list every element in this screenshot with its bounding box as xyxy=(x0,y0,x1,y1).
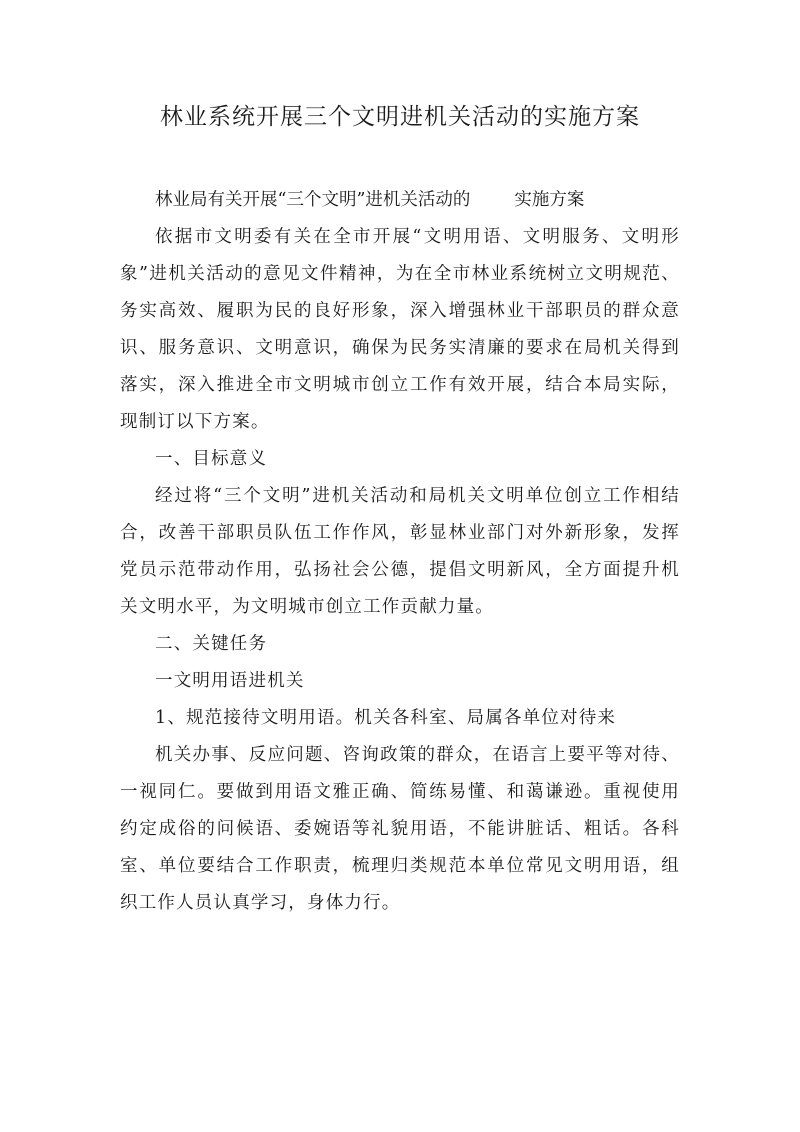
subtitle-part-2: 实施方案 xyxy=(514,190,585,210)
heading-key-tasks: 二、关键任务 xyxy=(155,634,268,654)
document-title: 林业系统开展三个文明进机关活动的实施方案 xyxy=(160,104,640,130)
subtitle-part-1: 林业局有关开展“三个文明”进机关活动的 xyxy=(155,190,471,210)
document-body xyxy=(120,182,680,922)
document-subtitle xyxy=(120,182,680,219)
item-reception-language: 1、规范接待文明用语。机关各科室、局属各单位对待来 xyxy=(155,708,617,728)
paragraph-goal: 经过将“三个文明”进机关活动和局机关文明单位创立工作相结合，改善干部职员队伍工作作风，彰显林业部门对外新形象，发挥党员示范带动作用，弘扬社会公德，提倡文明新风，全方面提升机关文明水平，为文明城市创立工作贡献力量。 xyxy=(120,486,680,617)
subtitle-gap xyxy=(470,182,514,219)
heading-civil-language: 一文明用语进机关 xyxy=(155,671,305,691)
paragraph-intro: 依据市文明委有关在全市开展“文明用语、文明服务、文明形象”进机关活动的意见文件精神，为在全市林业系统树立文明规范、务实高效、履职为民的良好形象，深入增强林业干部职员的群众意识、服务意识、文明意识，确保为民务实清廉的要求在局机关得到落实，深入推进全市文明城市创立工作有效开展，结合本局实际，现制订以下方案。 xyxy=(120,227,680,432)
paragraph-reception-language: 机关办事、反应问题、咨询政策的群众，在语言上要平等对待、一视同仁。要做到用语文雅正确、简练易懂、和蔼谦逊。重视使用约定成俗的问候语、委婉语等礼貌用语，不能讲脏话、粗话。各科室、单位要结合工作职责，梳理归类规范本单位常见文明用语，组织工作人员认真学习，身体力行。 xyxy=(120,745,680,913)
heading-goal: 一、目标意义 xyxy=(155,449,268,469)
